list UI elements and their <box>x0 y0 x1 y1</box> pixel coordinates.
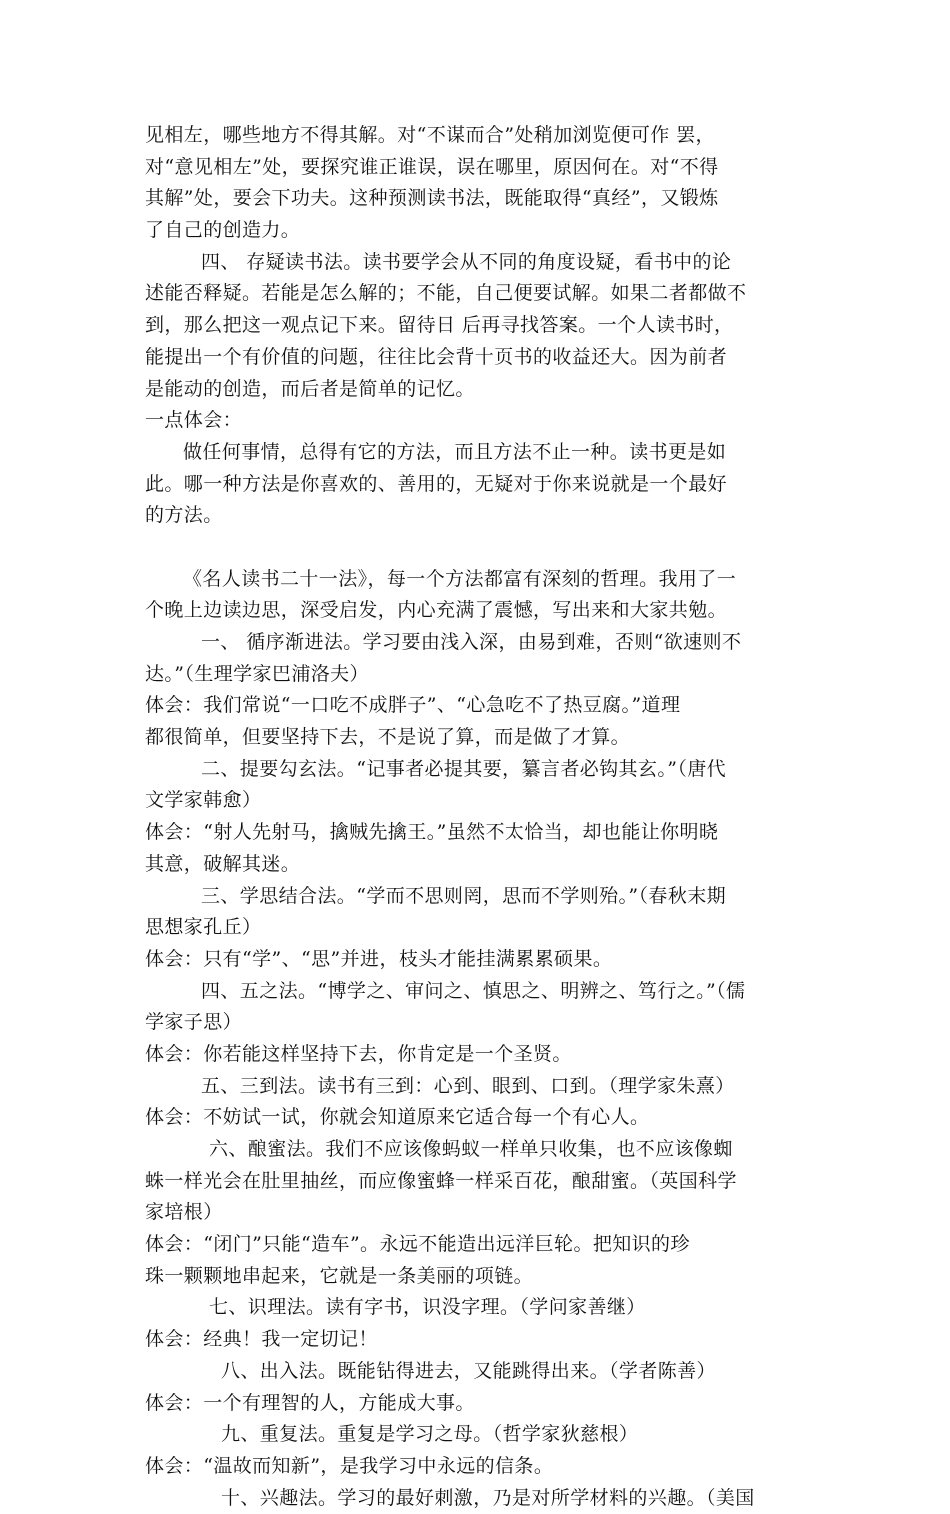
reflection-line: 体会：经典！我一定切记！ <box>145 1328 378 1351</box>
method-line: 七、识理法。读有字书，识没字理。（学问家善继） <box>209 1296 646 1319</box>
reflection-line: 体会：我们常说“一口吃不成胖子”、“心急吃不了热豆腐。”道理 <box>145 694 681 717</box>
method-line: 六、酿蜜法。我们不应该像蚂蚁一样单只收集，也不应该像蜘 <box>209 1138 733 1160</box>
reflection-line: 体会：只有“学”、“思”并进，枝头才能挂满累累硕果。 <box>145 947 613 970</box>
reflection-line: 体会：“闭门”只能“造车”。永远不能造出远洋巨轮。把知识的珍 <box>145 1233 690 1256</box>
document-body <box>145 120 810 1514</box>
text-line: 到，那么把这一观点记下来。留待日 后再寻找答案。一个人读书时， <box>145 314 734 337</box>
reflection-line: 体会：不妨试一试，你就会知道原来它适合每一个有心人。 <box>145 1106 650 1129</box>
method-line: 一、 循序渐进法。学习要由浅入深，由易到难，否则“欲速则不 <box>201 631 742 653</box>
reflection-line: 体会：“温故而知新”，是我学习中永远的信条。 <box>145 1454 554 1477</box>
method-line: 八、出入法。既能钻得进去，又能跳得出来。（学者陈善） <box>221 1359 716 1382</box>
text-line: 见相左，哪些地方不得其解。对“不谋而合”处稍加浏览便可作 罢， <box>145 124 715 146</box>
text-line: 珠一颗颗地串起来，它就是一条美丽的项链。 <box>145 1264 534 1287</box>
text-line: 蛛一样光会在肚里抽丝，而应像蜜蜂一样采百花，酿甜蜜。（英国科学 <box>145 1169 737 1192</box>
text-line: 述能否释疑。若能是怎么解的；不能，自己便要试解。如果二者都做不 <box>145 282 747 305</box>
text-line: 是能动的创造，而后者是简单的记忆。 <box>145 377 475 400</box>
method-line: 四、五之法。“博学之、审问之、慎思之、明辨之、笃行之。”（儒 <box>201 979 746 1002</box>
text-line: 家培根） <box>145 1201 223 1224</box>
method-line: 十、兴趣法。学习的最好刺激，乃是对所学材料的兴趣。（美国 <box>221 1486 755 1509</box>
section-heading-line: 四、 存疑读书法。读书要学会从不同的角度设疑，看书中的论 <box>201 250 732 273</box>
method-line: 三、学思结合法。“学而不思则罔，思而不学则殆。”（春秋末期 <box>201 884 727 907</box>
method-line: 九、重复法。重复是学习之母。（哲学家狄慈根） <box>221 1423 639 1446</box>
text-line: 达。”（生理学家巴浦洛夫） <box>145 662 369 685</box>
text-line: 能提出一个有价值的问题，往往比会背十页书的收益还大。因为前者 <box>145 345 728 368</box>
paragraph-gap <box>145 532 810 564</box>
text-line: 《名人读书二十一法》，每一个方法都富有深刻的哲理。我用了一 <box>183 567 737 590</box>
text-line: 对“意见相左”处，要探究谁正谁误，误在哪里，原因何在。对“不得 <box>145 155 719 178</box>
subheading-line: 一点体会： <box>145 409 243 432</box>
text-line: 此。哪一种方法是你喜欢的、善用的，无疑对于你来说就是一个最好 <box>145 472 728 495</box>
text-line: 的方法。 <box>145 504 223 527</box>
text-line: 做任何事情，总得有它的方法，而且方法不止一种。读书更是如 <box>183 440 727 463</box>
text-line: 其意，破解其迷。 <box>145 852 301 875</box>
text-line: 学家子思） <box>145 1011 243 1034</box>
method-line: 二、提要勾玄法。“记事者必提其要，纂言者必钩其玄。”（唐代 <box>201 757 727 780</box>
reflection-line: 体会：你若能这样坚持下去，你肯定是一个圣贤。 <box>145 1042 572 1065</box>
text-line: 了自己的创造力。 <box>145 219 301 242</box>
method-line: 五、三到法。读书有三到：心到、眼到、口到。（理学家朱熹） <box>201 1074 735 1097</box>
text-line: 都很简单，但要坚持下去，不是说了算，而是做了才算。 <box>145 726 631 749</box>
text-line: 文学家韩愈） <box>145 789 262 812</box>
reflection-line: 体会：一个有理智的人，方能成大事。 <box>145 1391 475 1414</box>
text-line: 个晚上边读边思，深受启发，内心充满了震憾，写出来和大家共勉。 <box>145 599 728 622</box>
reflection-line: 体会：“射人先射马，擒贼先擒王。”虽然不太恰当，却也能让你明晓 <box>145 821 719 844</box>
text-line: 思想家孔丘） <box>145 916 262 939</box>
text-line: 其解”处，要会下功夫。这种预测读书法，既能取得“真经”，又锻炼 <box>145 187 719 210</box>
